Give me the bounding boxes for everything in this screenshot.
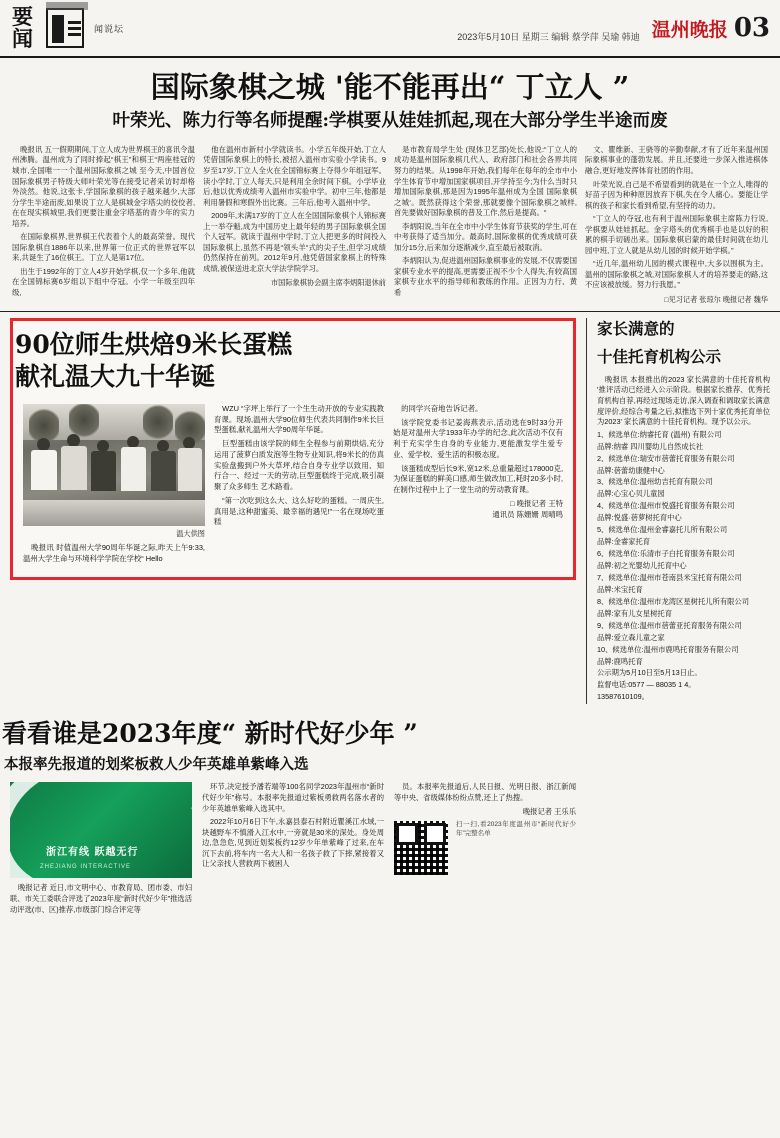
lead-column-1	[12, 145, 195, 305]
paragraph: 叶荣光说,自己是不希望看到的就是在一个立人,唯得的好苗子因为种种原因放弃下棋,失在令人痛心。要能让学棋的孩子和家长看到希望,有坚持的动力。	[585, 179, 768, 210]
list-item-brand: 品牌:家有儿女星树托育	[597, 608, 672, 618]
supervision-phone: 监督电话:0577 — 88035 1 4。	[597, 680, 696, 690]
feature-photo-text	[23, 543, 205, 564]
ad-brand-cn: 浙江有线 跃越无行	[46, 847, 139, 859]
list-item: 3、候选单位:温州幼吉托育有限公司	[597, 477, 713, 487]
paragraph: 李炳阳认为,促进温州国际象棋事业的发展,不仅需要国家棋专业水平的提高,更需要正视不少个人得失,有较高国家棋专业水平的指导师和教练的作用。正因为力行、黄希	[394, 256, 577, 297]
bottom-column-3	[394, 782, 576, 918]
list-item-brand: 品牌:金睿家托育	[597, 537, 651, 547]
feature-column-1	[214, 404, 384, 567]
photo-person-body	[91, 451, 116, 491]
photo-person-body	[178, 448, 202, 491]
bottom-columns	[10, 782, 576, 918]
feature-column-2	[393, 404, 563, 567]
paragraph: 巨型蛋糕由该学院的师生全程参与前期烘焙,充分运用了菠萝白质发泡等生物专业知识,将9米长的仿真实验盘搬到户外大草坪,结合自身专业学以致用、知行合一、经过一天的劳动,巨型蛋糕终于完成,吸引凝聚了众多师生 艺术路看。	[214, 439, 384, 492]
section-label: 要闻	[12, 3, 34, 51]
page-number: 03	[733, 13, 770, 43]
feature-headline-line2: 献礼温大九十华诞	[15, 362, 216, 392]
paragraph: 该学院党委书记姜海燕表示,活动选在9时33分开始是对温州大学1933年办学的纪念,此次活动不仅有利于充实学生自身的专业能力,更能激发学生爱专业、爱学校、爱生活的积极态度。	[393, 417, 563, 459]
bottom-column-2	[202, 782, 384, 918]
lead-article-body	[0, 137, 780, 312]
newspaper-logo-icon	[46, 8, 84, 48]
masthead-left	[10, 3, 125, 51]
photo-person-body	[151, 451, 176, 491]
list-item: 9、候选单位:温州市蓓蕾亚托育服务有限公司	[597, 620, 742, 630]
list-item: 5、候选单位:温州金睿嘉托儿所有限公司	[597, 525, 728, 535]
paragraph: 是市教育局学生处 (现体卫艺部)处长,他说:“丁立人的成功是温州国际象棋几代人、政府部门和社会各界共同努力的结果。从1998年开始,我们每年在每年的全市中小学生体育节中增加国家棋项目,开学持至今;为什么当时只增加国际象棋,那是因为1995年温州成为全国 国际象棋之城‘。既然获得这个荣誉,那就要像个国际象棋之城样,首先要做好国际象棋的普及工作,然后是提高。“	[394, 144, 577, 218]
bottom-headline: 看看谁是2023年度“ 新时代好少年 ”	[2, 719, 418, 749]
feature-columns	[23, 404, 563, 567]
list-item: 7、候选单位:温州市苍南县米宝托育有限公司	[597, 572, 742, 582]
photo-tree	[143, 404, 173, 442]
bottom-subhead: 本报率先报道的划桨板救人少年英雄单紫峰入选	[4, 755, 309, 773]
paragraph: 晚报记者 近日,市文明中心、市教育局、团市委、市妇联、市关工委联合评选了2023年度“新时代好少年”推选活动评选(市、区)推荐,市级部门综合评定等	[10, 883, 192, 914]
ad-brand-en: ZHEJIANG INTERACTIVE	[40, 864, 132, 871]
list-item-brand: 品牌:悦盛·蓓萝树托育中心	[597, 513, 682, 523]
paragraph: 晚报讯 本报推出的2023 家长满意的十佳托育机构 '推评活动已经进入公示阶段。根据家长推荐、优秀托育机构自荐,再经过现场走访,深入调查和调取家长满意度评价,经综合考量之后,拟推选下列十家优秀托育单位为2023' 家长满意的十佳托育机构。现予以公示。	[597, 374, 770, 427]
list-item: 10、候选单位:温州市鹿鸣托育服务有限公司	[597, 644, 739, 654]
paragraph: “近几年,温州幼儿园的模式课程中,大多以围棋为主。温州的国际象棋之城,对国际象棋人才的培养要走的路,这不应该被放缓。努力行我愿。”	[585, 259, 768, 290]
feature-photo	[23, 404, 205, 526]
feature-photo-column	[23, 404, 205, 567]
paragraph: 李炳阳说,当年在全市中小学生体育节获奖的学生,可在中考获得了适当加分。最高时,国际象棋的优秀成绩可获加分15分,后来加分逐渐减少,直至最后被取消。	[394, 221, 577, 252]
paragraph: 晚报讯 五一假期期间,丁立人成为世界棋王的喜讯令温州沸腾。温州成为了同时捧起“棋王”和棋王“两座桂冠的城市,全国唯一一个温州国际象棋之城 至今天,中国首位国际象棋男子特级大师叶荣光等在接受记者采访时却格外淡然。他说,这张卡,学国际象棋的孩子越来越少,大部分学生半途而废,如果说丁立人是棋城金字塔尖的佼佼者,在在现实棋城里,我们更要注重金字塔基的青少年的实力培养。	[12, 144, 195, 228]
list-item-brand: 品牌:米宝托育	[597, 584, 643, 594]
paragraph: 员。本报率先报道后,人民日报、光明日报、浙江新闻等中央、省级媒体纷纷点赞,还上了热搜。	[394, 782, 576, 802]
photo-person-head	[67, 434, 80, 447]
advertisement-banner[interactable]	[10, 782, 192, 878]
bottom-column-1	[10, 883, 192, 915]
paper-name: 温州晚报	[651, 19, 728, 41]
highlighted-article-box	[10, 318, 576, 580]
childcare-intro	[597, 375, 770, 428]
list-item: 6、候选单位:乐清市子白托育服务有限公司	[597, 549, 735, 559]
lead-column-2	[203, 145, 386, 305]
paragraph: WZU “字坪上举行了一个生生动开放的专业实践教育课。现场,温州大学90位师生代表共同制作9米长巨型蛋糕,献礼温州大学90周年华诞。	[214, 403, 384, 435]
supervision-phone-extra: 13587610109。	[597, 692, 649, 702]
logo-cap-decoration	[46, 2, 88, 10]
list-item-brand: 品牌:心宝心贝儿童园	[597, 489, 665, 499]
paragraph: “丁立人的夺冠,也有利于温州国际象棋主席陈力行说,学棋要从娃娃抓起。金字塔头的优秀棋手也是以好的积累的棋手切磋出来。国际象棋启蒙的最佳时间就在幼儿园中班,丁立人就是从幼儿园的时候开始学棋。”	[585, 214, 768, 255]
photo-person-body	[31, 450, 57, 490]
lead-column-4	[585, 145, 768, 305]
paragraph: 2022年10月6日下午,永嘉县泰石村附近瞿溪江水域,一块越野车不慎滑入江水中,一旁就是30米的深处。身处周边,急急危,见到近划桨板约12岁少年单紫峰了过来,在车沉下去前,将车内一名大人和一名孩子救了下摔,紧接着又让父亲找人营救两下被困人	[202, 817, 384, 869]
list-item: 8、候选单位:温州市龙湾区星树托儿所有限公司	[597, 596, 750, 606]
paragraph: 文、瞿维新、王骁等的辛勤奉献,才有了近年来温州国际象棋事业的蓬勃发展。并且,还要进一步深入推进棋体融合,更好地发挥体育社团的作用。	[585, 144, 768, 175]
list-item: 1、候选单位:纳睿托育 (温州) 有限公司	[597, 429, 722, 439]
childcare-headline-line1: 家长满意的	[597, 318, 675, 338]
masthead-right	[652, 13, 770, 43]
advertisement-column	[10, 782, 192, 918]
lead-column-3	[394, 145, 577, 305]
childcare-headline-line2: 十佳托育机构公示	[597, 347, 722, 367]
photo-person-head	[37, 438, 50, 451]
paragraph: 出生于1992年的丁立人4岁开始学棋,仅一个多年,他就在全国锦标赛6岁组以下组中夺冠。小学一年级至四年级,	[12, 266, 195, 297]
qr-caption: 扫一扫,看2023年度温州市“新时代好少年”完整名单	[456, 821, 576, 837]
feature-byline-1: □ 晚报记者 王特	[510, 498, 563, 508]
list-item: 4、候选单位:温州市悦盛托育服务有限公司	[597, 501, 735, 511]
qr-block	[394, 821, 576, 875]
photo-cake-table	[23, 500, 205, 526]
paragraph: 他在温州市新村小学就读书。小学五年级开始,丁立人凭借国际象棋上的特长,被招入温州市实验小学读书。9岁至17岁,丁立人全火在全国锦标赛上夺得少年组冠军。读小学时,丁立人每天,只是利用全余时间下棋。小学毕业后,他以优秀成绩考入温州市实验中学。初中三年,他都是利用暑假和寒假外出比赛。三年后,他考入温州中学。	[203, 144, 386, 207]
list-item-brand: 品牌:蓓蕾幼康健中心	[597, 465, 665, 475]
list-item-brand: 品牌:爱立森儿童之家	[597, 632, 665, 642]
middle-section	[0, 312, 780, 704]
paragraph: 环节,决定授予潘若端等100名同学2023年温州市“新时代好少年”称号。本报率先报道过紫板勇救两名落水者的少年英雄单紫峰入选其中。	[202, 782, 384, 813]
photo-caption: 温大供图	[176, 528, 205, 538]
qr-code[interactable]	[394, 821, 448, 875]
paragraph: 该蛋糕成型后长9米,宽12米,总重量超过178000克,为保证蛋糕的鲜美口感,师生做改加工,耗时20多小时,在制作过程中上了一堂生动的劳动教育课。	[393, 463, 563, 495]
lead-headline: 国际象棋之城 '能不能再出“ 丁立人 ”	[150, 70, 630, 104]
bottom-section	[0, 710, 780, 918]
masthead	[0, 0, 780, 58]
lead-subhead: 叶荣光、陈力行等名师提醒:学棋要从娃娃抓起,现在大部分学生半途而废	[112, 111, 668, 132]
feature-headline-line1: 90位师生烘焙9米长蛋糕	[15, 329, 293, 359]
paragraph: 2009年,未满17岁的丁立人在全国国际象棋个人锦标赛上一举夺魁,成为中国历史上最年轻的男子国际象棋全国个人冠军。就读于温州中学时,丁立人把更多的时间投入国际象棋上,虽然不再是“领头羊“式的尖子生,但学习成绩仍然保持在前列。2012年9月,他凭借国家象棋上的特殊成绩,被保送进北京大学法学院学习。	[203, 211, 386, 273]
middle-right-column	[586, 318, 770, 704]
photo-person-body	[121, 447, 146, 491]
list-item-brand: 品牌:鹿鸣托育	[597, 656, 643, 666]
bottom-left	[2, 718, 576, 918]
lead-byline: □见习记者 张琼尔 晚报记者 魏华	[664, 294, 768, 304]
list-item: 2、候选单位:瑞安市蓓蕾托育服务有限公司	[597, 453, 735, 463]
column-byline: 市国际象棋协会副主席李炳阳退休前	[270, 278, 386, 288]
bottom-byline: 晚报记者 王乐乐	[522, 806, 576, 816]
paragraph: 晚报讯 时值温州大学90周年华诞之际,昨天上午9:33,温州大学生命与环境科学学院在学校“ Hello	[23, 542, 205, 563]
lead-headline-block	[0, 58, 780, 137]
feature-byline-2: 通讯员 陈姗姗 周晴鸣	[492, 509, 563, 519]
list-item-brand: 品牌:纳睿 四川婴幼儿自然成长社	[597, 441, 704, 451]
middle-left	[10, 318, 576, 704]
paragraph: 在国际象棋界,世界棋王代表着个人的最高荣誉。现代国际象棋自1886年以来,世界第一位正式的世界冠军以来,共诞生了16位棋王。丁立人是第17位。	[12, 232, 195, 263]
public-notice-period: 公示期为5月10日至5月13日止。	[597, 668, 702, 678]
paragraph: “第一次吃到这么大、这么好吃的蛋糕。一周庆生,真用是,这种甜蜜美、最幸福的遇见!”一名在现场吃蛋糕	[214, 495, 384, 527]
childcare-list	[597, 430, 770, 704]
logo-subtitle: 闻说坛	[94, 23, 125, 34]
photo-person-body	[61, 446, 87, 490]
list-item-brand: 品牌:初之光婴幼儿托育中心	[597, 561, 687, 571]
dateline: 2023年5月10日 星期三 编辑 蔡学萍 吴瑜 韩迪	[457, 31, 640, 42]
paragraph: 的同学兴奋地告诉记者。	[401, 403, 483, 413]
